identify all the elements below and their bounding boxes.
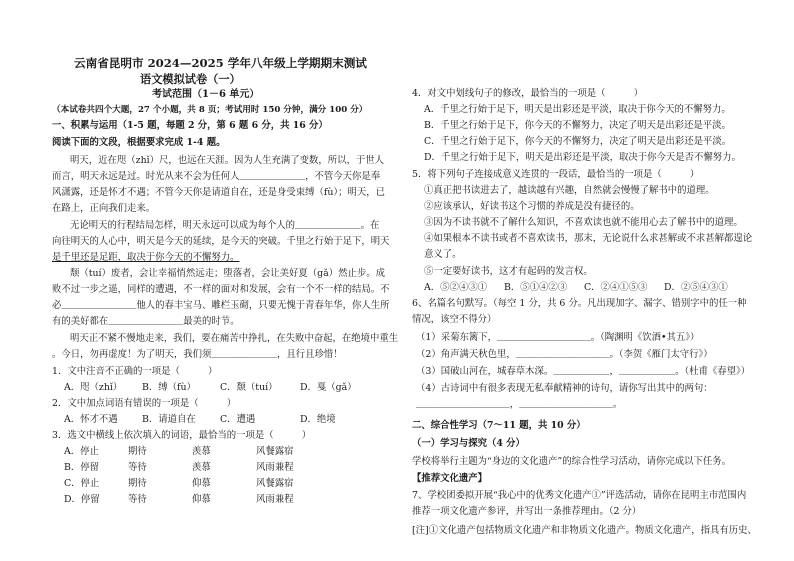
question-6: 6、名篇名句默写。（每空 1 分，共 6 分。凡出现加字、漏字、错别字中的任一种	[412, 298, 747, 309]
passage-line: 而言，明天永远是过。时光从来不会为任何人＿＿＿＿＿＿＿，不管今天你是奉	[52, 171, 381, 182]
option-cell: 仰慕	[192, 494, 211, 505]
question-2: 2．文中加点词语有错误的一项是（ ）	[52, 398, 237, 409]
question-5: 5．将下列句子连接成意义连贯的一段话，最恰当的一项是（ ）	[412, 169, 700, 180]
option-a: A．千里之行始于足下，明天是出彩还是平淡，取决于你今天的不懈努力。	[424, 104, 731, 115]
passage-line: 败不过一步之遥，同样的遭遇，不一样的面对和发展，会有一个不一样的结局。不	[52, 284, 390, 295]
question-3: 3．选文中横线上依次填入的词语，最恰当的一项是（ ）	[52, 430, 312, 441]
option-cell: D．停留	[64, 494, 100, 505]
subsection-heading: （一）学习与探究（4 分）	[412, 438, 525, 449]
passage-line: 必＿＿＿＿＿＿＿＿他人的春丰宝马、雕栏玉砌，只要无愧于青春年华，你人生所	[52, 300, 390, 311]
passage-line: 风潇露，还是怀才不遇；不管今天你是请道自在，还是身受束缚（fù）；明天，已	[52, 187, 385, 198]
option-cell: A．停止	[64, 446, 99, 457]
option-b: B．⑤①④②③	[504, 282, 568, 293]
question-1: 1．文中注音不正确的一项是（ ）	[52, 366, 218, 377]
option-cell: C．停止	[64, 478, 100, 489]
sentence-item: ⑤一定要好读书，这才有起码的发言权。	[424, 266, 593, 277]
dictation-item: ＿＿＿＿＿＿＿＿＿＿，＿＿＿＿＿＿＿＿＿＿。	[416, 399, 623, 410]
dictation-item: （2）角声满天秋色里，＿＿＿＿＿＿＿＿＿＿。（李贺《雁门太守行》）	[416, 349, 713, 360]
option-a: A．怀才不遇	[64, 414, 118, 425]
dictation-item: （4）古诗词中有很多表现无私奉献精神的诗句，请你写出其中的两句：	[416, 383, 713, 394]
option-cell: B．停留	[64, 462, 100, 473]
passage-line: 在路上，正向我们走来。	[52, 203, 156, 214]
option-d: D．千里之行始于足下，明天是出彩还是平淡，取决于你今天是否不懈努力。	[424, 152, 741, 163]
activity-intro: 学校将举行主题为“身边的文化遗产”的综合性学习活动，请你完成以下任务。	[412, 456, 731, 467]
option-cell: 风餐露宿	[256, 478, 294, 489]
passage-line: 向往明天的人心中，明天是今天的延续，是今天的突破。千里之行始于足下，明天	[52, 236, 390, 247]
sentence-item: 意义了。	[424, 249, 462, 260]
option-b: B．缚（fù）	[142, 382, 196, 393]
task-tag: 【推荐文化遗产】	[412, 473, 488, 484]
underlined-sentence: 是千里还是足距，取决于你今天的不懈努力。	[52, 252, 240, 263]
footnote: [注]①文化遗产包括物质文化遗产和非物质文化遗产。物质文化遗产，指具有历史、	[412, 525, 757, 536]
option-c: C．遭遇	[220, 414, 256, 425]
question-7: 7、学校团委拟开展“我心中的优秀文化遗产①”评选活动，请你在昆明主市范围内	[412, 490, 747, 501]
option-b: B．千里之行始于足下，你今天的不懈努力，决定了明天是出彩还是平淡。	[424, 120, 731, 131]
option-cell: 等待	[128, 462, 147, 473]
option-cell: 风雨兼程	[256, 494, 294, 505]
option-d: D．绝境	[300, 414, 336, 425]
option-cell: 羡慕	[192, 446, 211, 457]
sentence-item: ④如果根本不读书或者不喜欢读书，那末，无论说什么求甚解或不求甚解都遑论	[424, 233, 753, 244]
option-c: C．千里之行始于足下，你今天的不懈努力，决定了明天是出彩还是平淡。	[424, 136, 732, 147]
passage-line: 。今日，勿再虚度！为了明天，我们须＿＿＿＿＿＿＿，且行且珍惜！	[52, 349, 343, 360]
option-a: A．咫（zhǐ）	[64, 382, 123, 393]
dictation-item: （3）国破山河在，城春草木深。＿＿＿＿＿＿，＿＿＿＿＿＿。（杜甫《春望》）	[416, 366, 751, 377]
reading-instruction: 阅读下面的文段，根据要求完成 1-4 题。	[52, 137, 226, 148]
sentence-item: ①真正把书读进去了，越读越有兴趣，自然就会慢慢了解书中的道理。	[424, 185, 715, 196]
option-cell: 风餐露宿	[256, 446, 294, 457]
sentence-item: ②应该承认，好读书这个习惯的养成是没有捷径的。	[424, 201, 640, 212]
exam-scope: 考试范围（1－6 单元）	[152, 89, 260, 100]
option-c: C．颓（tuí）	[220, 382, 278, 393]
option-c: C．②④①⑤③	[584, 282, 648, 293]
passage-line: 明天正不紧不慢地走来，我们，要在痛苦中挣扎，在失败中奋起，在绝境中重生	[70, 333, 399, 344]
option-d: D．②⑤④③①	[664, 282, 728, 293]
option-d: D．戛（gǎ）	[300, 382, 357, 393]
option-a: A．⑤②④③①	[424, 282, 488, 293]
option-cell: 等待	[128, 494, 147, 505]
exam-subtitle: 语文模拟试卷（一）	[140, 72, 241, 86]
passage-line: 无论明天的行程结局怎样，明天永远可以成为每个人的＿＿＿＿＿＿＿。在	[70, 220, 380, 231]
question-7-cont: 推荐一项文化遗产参评，并写出一条推荐理由。（2 分）	[412, 506, 642, 517]
option-b: B．请道自在	[142, 414, 196, 425]
passage-line: 颓（tuí）废者，会让幸福悄然远走；堕落者，会让美好夏（gǎ）然止步。成	[70, 268, 386, 279]
question-6-cont: 情况，该空不得分）	[412, 314, 497, 325]
exam-title: 云南省昆明市 2024—2025 学年八年级上学期期末测试	[74, 56, 367, 70]
section-heading: 一、积累与运用（1-5 题，每题 2 分，第 6 题 6 分，共 16 分）	[52, 120, 328, 131]
option-cell: 期待	[128, 478, 147, 489]
passage-line: 有的美好都在＿＿＿＿＿＿＿＿最美的时节。	[52, 316, 240, 327]
passage-line: 明天，近在咫（zhǐ）尺，也远在天涯。因为人生充满了变数，所以，于世人	[70, 155, 384, 166]
section-heading: 二、综合性学习（7～11 题，共 10 分）	[412, 420, 586, 431]
sentence-item: ③因为不读书就不了解什么知识，不喜欢读也就不能用心去了解书中的道理。	[424, 217, 743, 228]
question-4: 4．对文中划线句子的修改，最恰当的一项是（ ）	[412, 88, 643, 99]
exam-note: （本试卷共四个大题，27 个小题，共 8 页；考试用时 150 分钟，满分 100 分）	[52, 105, 368, 115]
option-cell: 期待	[128, 446, 147, 457]
option-cell: 羡慕	[192, 462, 211, 473]
dictation-item: （1）采菊东篱下，＿＿＿＿＿＿＿＿＿＿。（陶渊明《饮酒•其五》）	[416, 332, 700, 343]
option-cell: 风雨兼程	[256, 462, 294, 473]
option-cell: 仰慕	[192, 478, 211, 489]
